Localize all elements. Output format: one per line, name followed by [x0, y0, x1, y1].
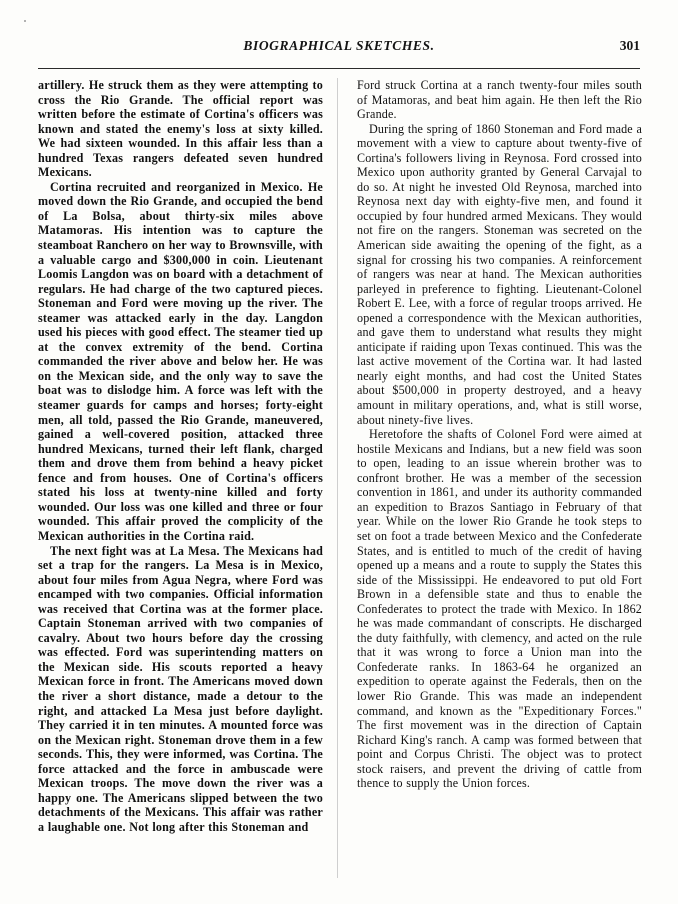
paragraph: The next fight was at La Mesa. The Mexicans had set a trap for the rangers. La Mesa is in Mexico, about four miles from Agua Negra, where Ford was encamped with two companies. Official information was received that Cortina was at the former place. Captain Stoneman arrived with two companies of cavalry. About two hours before day the crossing was effected. Ford was superintending matters on the Mexican side. His scouts reported a heavy Mexican force in front. The Americans moved down the river a short distance, made a detour to the right, and attacked La Mesa just before daylight. They carried it in ten minutes. A mounted force was on the Mexican right. Stoneman drove them in a few seconds. This, they were informed, was Cortina. The force attacked and the force in ambuscade were Mexican troops. The move down the river was a happy one. The Americans slipped between the two detachments of the Mexicans. This affair was rather a laughable one. Not long after this Stoneman and — [38, 543, 323, 834]
paragraph: Cortina recruited and reorganized in Mexico. He moved down the Rio Grande, and occupied the bend of La Bolsa, about thirty-six miles above Matamoras. His intention was to capture the steamboat Ranchero on her way to Brownsville, with a valuable cargo and $300,000 in coin. Lieutenant Loomis Langdon was on board with a detachment of regulars. He had charge of the two captured pieces. Stoneman and Ford were moving up the river. The steamer was attacked early in the day. Langdon used his pieces with good effect. The steamer tied up at the convex extremity of the bend. Cortina commanded the river above and below her. He was on the Mexican side, and the only way to save the boat was to dislodge him. A force was left with the steamer guards for camps and horses; forty-eight men, all told, passed the Rio Grande, maneuvered, gained a well-covered position, attacked three hundred Mexicans, turned their left flank, charged them and drove them from behind a heavy picket fence and from houses. One of Cortina's officers stated his loss at twenty-nine killed and forty wounded. Our loss was one killed and three or four wounded. This affair proved the complicity of the Mexican authorities in the Cortina raid. — [38, 179, 323, 543]
paragraph: Heretofore the shafts of Colonel Ford were aimed at hostile Mexicans and Indians, but a new field was soon to open, leading to an issue wherein brother was to confront brother. He was a member of the secession convention in 1861, and under its authority commanded an expedition to Brazos Santiago in February of that year. While on the lower Rio Grande he took steps to set on foot a trade between Mexico and the Confederate States, and is entitled to much of the credit of having opened up a means and a route to supply the States this side of the Mississippi. He endeavored to put old Fort Brown in a defensible state and thus to enable the Confederates to protect the trade with Mexico. In 1862 he was made commandant of conscripts. He discharged the duty faithfully, with clemency, and acted on the rule that it was wrong to force a Union man into the Confederate ranks. In 1863-64 he organized an expedition to operate against the Federals, then on the lower Rio Grande. This was made an independent command, and known as the "Expeditionary Forces." The first movement was in the direction of Captain Richard King's ranch. A camp was formed between that point and Corpus Christi. The object was to protect stock raisers, and prevent the driving of cattle from thence to supply the Union forces. — [357, 427, 642, 791]
running-title: BIOGRAPHICAL SKETCHES. — [243, 38, 435, 53]
header-rule — [38, 68, 640, 69]
column-right — [339, 78, 642, 878]
paragraph: During the spring of 1860 Stoneman and Ford made a movement with a view to capture about twenty-five of Cortina's followers living in Reynosa. Ford crossed into Mexico upon authority granted by General Carvajal to do so. At night he invested Old Reynosa, marched into Reynosa next day with eighty-five men, and found it occupied by four hundred armed Mexicans. They would not fire on the rangers. Stoneman was secreted on the American side awaiting the opening of the fight, as a signal for crossing his two companies. A reinforcement of rangers was near at hand. The Mexican authorities parleyed in preference to fighting. Lieutenant-Colonel Robert E. Lee, with a force of regular troops arrived. He opened a correspondence with the Mexican authorities, and gave them to understand what results they might anticipate if raiding upon Texas continued. This was the last active movement of the Cortina war. It had lasted nearly eight months, and had cost the United States about $500,000 in property destroyed, and a heavy amount in military operations, and, what is still worse, about ninety-five lives. — [357, 121, 642, 427]
page-number: 301 — [619, 38, 640, 53]
body-columns — [38, 78, 642, 878]
page-speck — [24, 20, 26, 22]
paragraph: artillery. He struck them as they were attempting to cross the Rio Grande. The official report was written before the estimate of Cortina's officers was known and stated the enemy's loss at sixty killed. We had sixteen wounded. In this affair less than a hundred Texas rangers defeated seven hundred Mexicans. — [38, 78, 323, 180]
page-header — [38, 38, 640, 60]
column-left — [38, 78, 337, 878]
paragraph: Ford struck Cortina at a ranch twenty-four miles south of Matamoras, and beat him again. He then left the Rio Grande. — [357, 78, 642, 122]
